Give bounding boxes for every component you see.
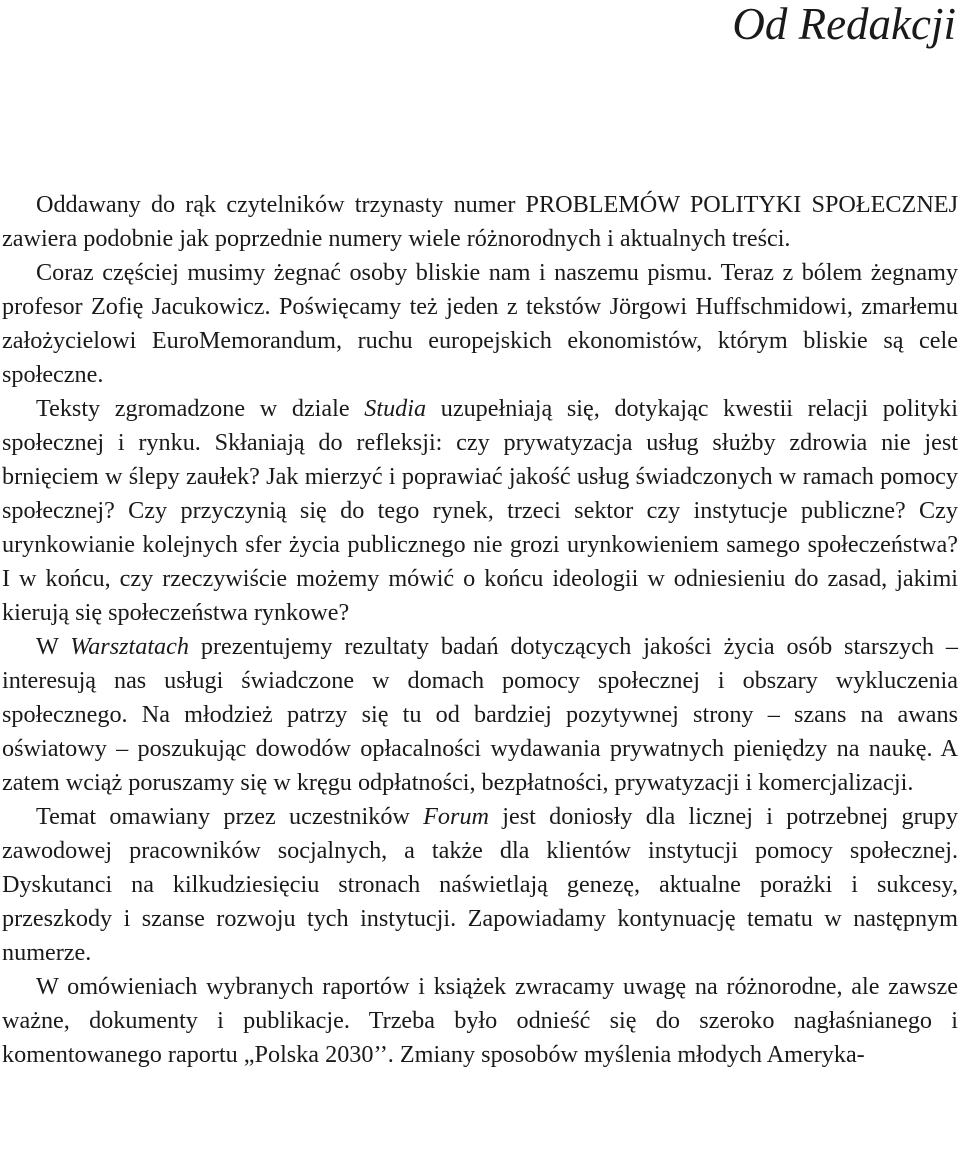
paragraph-forum — [2, 800, 958, 970]
paragraph-warsztaty — [2, 630, 958, 800]
article-body — [2, 188, 958, 1072]
section-name-studia: Studia — [364, 395, 427, 422]
paragraph-studia — [2, 392, 958, 630]
paragraph-intro — [2, 188, 958, 256]
page-title: Od Redakcji — [732, 0, 956, 49]
paragraph-obituary — [2, 256, 958, 392]
paragraph-text: Teksty zgromadzone w dziale — [36, 395, 365, 422]
paragraph-text: uzupełniają się, dotykając kwestii relacji polityki społecznej i rynku. Skłaniają do refleksji: czy prywatyzacja usług służby zdrowia nie jest brnięciem w ślepy zaułek? Jak mierzyć i poprawiać jakość usług świadczonych w ramach pomocy społecznej? Czy przyczynią się do tego rynek, trzeci sektor czy instytucje publiczne? Czy urynkowianie kolejnych sfer życia publicznego nie grozi urynkowieniem samego społeczeństwa? I w końcu, czy rzeczywiście możemy mówić o końcu ideologii w odniesieniu do zasad, jakimi kierują się społeczeństwa rynkowe? — [2, 395, 958, 626]
paragraph-text: Coraz częściej musimy żegnać osoby bliskie nam i naszemu pismu. Teraz z bólem żegnamy profesor Zofię Jacukowicz. Poświęcamy też jeden z tekstów Jörgowi Huffschmidowi, zmarłemu założycielowi EuroMemorandum, ruchu europejskich ekonomistów, którym bliskie są cele społeczne. — [2, 259, 958, 388]
paragraph-text: jest doniosły dla licznej i potrzebnej grupy zawodowej pracowników socjalnych, a także dla klientów instytucji pomocy społecznej. Dyskutanci na kilkudziesięciu stronach naświetlają genezę, aktualne porażki i sukcesy, przeszkody i szanse rozwoju tych instytucji. Zapowiadamy kontynuację tematu w następnym numerze. — [2, 803, 958, 966]
paragraph-text: prezentujemy rezultaty badań dotyczących jakości życia osób starszych – interesują nas usługi świadczone w domach pomocy społecznej i obszary wykluczenia społecznego. Na młodzież patrzy się tu od bardziej pozytywnej strony – szans na awans oświatowy – poszukując dowodów opłacalności wydawania prywatnych pieniędzy na naukę. A zatem wciąż poruszamy się w kręgu odpłatności, bezpłatności, prywatyzacji i komercjalizacji. — [2, 633, 958, 796]
section-name-warsztaty: Warsztatach — [70, 633, 189, 660]
paragraph-text: W — [36, 633, 71, 660]
paragraph-text: Temat omawiany przez uczestników — [36, 803, 424, 830]
paragraph-text: Oddawany do rąk czytelników trzynasty numer PROBLEMÓW POLITYKI SPOŁECZNEJ zawiera podobnie jak poprzednie numery wiele różnorodnych i aktualnych treści. — [2, 191, 958, 252]
section-name-forum: Forum — [423, 803, 489, 830]
paragraph-text: W omówieniach wybranych raportów i książek zwracamy uwagę na różnorodne, ale zawsze ważne, dokumenty i publikacje. Trzeba było odnieść się do szeroko nagłaśnianego i komentowanego raportu „Polska 2030’’. Zmiany sposobów myślenia młodych Ameryka- — [2, 973, 958, 1068]
paragraph-reviews — [2, 970, 958, 1072]
